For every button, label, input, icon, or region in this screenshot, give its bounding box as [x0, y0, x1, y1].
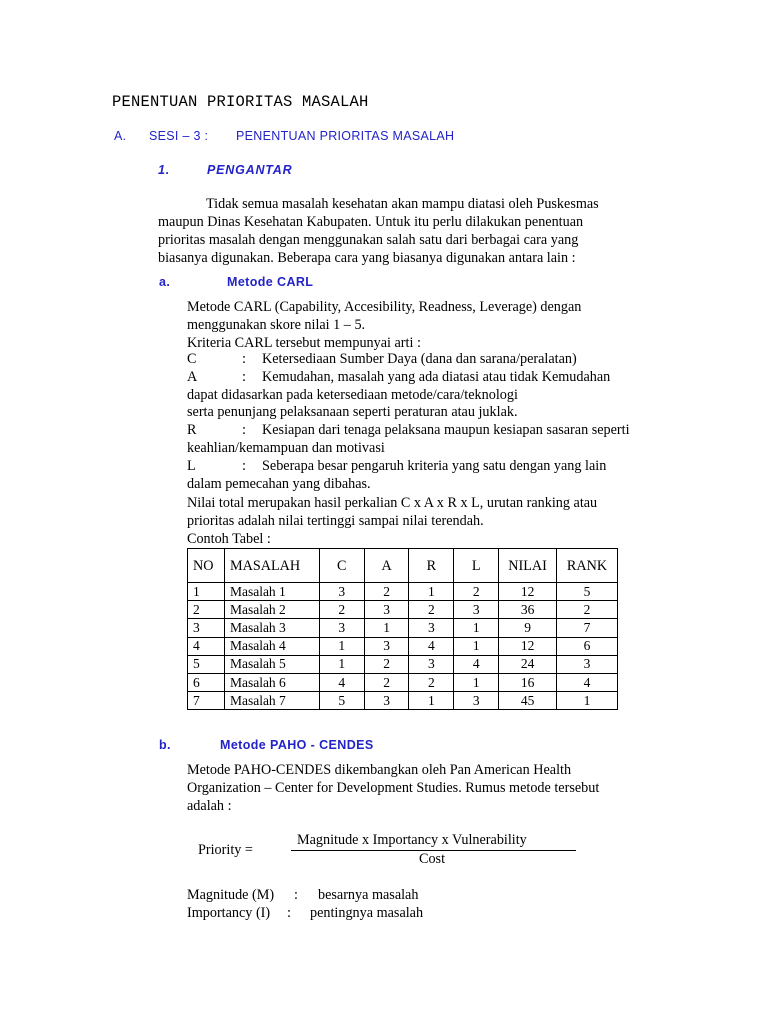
table-cell: 1 [454, 619, 499, 637]
table-header-row [188, 549, 618, 583]
criterion-key: A [187, 369, 198, 385]
section-label: SESI – 3 : [149, 129, 209, 143]
table-cell: 3 [364, 601, 409, 619]
column-header: A [364, 549, 409, 583]
table-row [188, 692, 618, 710]
formula-denominator: Cost [419, 851, 446, 867]
table-cell: 12 [499, 583, 557, 601]
table-cell: 2 [364, 655, 409, 673]
criterion-key: C [187, 351, 197, 367]
column-header: NILAI [499, 549, 557, 583]
criterion-desc: Seberapa besar pengaruh kriteria yang satu dengan yang lain [262, 458, 607, 474]
table-cell: 1 [319, 637, 364, 655]
table-cell: 3 [409, 619, 454, 637]
carl-intro [187, 298, 581, 352]
table-row [188, 655, 618, 673]
criterion-cont: dapat didasarkan pada ketersediaan metode/cara/teknologi [187, 387, 518, 403]
table-cell: 1 [454, 637, 499, 655]
intro-line: prioritas masalah dengan menggunakan salah satu dari berbagai cara yang [158, 232, 579, 248]
column-header: MASALAH [224, 549, 319, 583]
formula-lhs: Priority = [198, 842, 253, 858]
table-cell: 2 [454, 583, 499, 601]
carl-summary [187, 494, 597, 548]
section-name: PENENTUAN PRIORITAS MASALAH [236, 129, 455, 143]
table-cell: 3 [454, 692, 499, 710]
table-row [188, 619, 618, 637]
carl-summary-line: Contoh Tabel : [187, 531, 271, 547]
table-cell: 3 [409, 655, 454, 673]
carl-table [187, 548, 618, 710]
table-cell: Masalah 2 [224, 601, 319, 619]
table-cell: 6 [557, 637, 618, 655]
criterion-cont: serta penunjang pelaksanaan seperti peraturan atau juklak. [187, 404, 518, 420]
table-row [188, 601, 618, 619]
column-header: RANK [557, 549, 618, 583]
table-cell: Masalah 1 [224, 583, 319, 601]
table-cell: 3 [364, 637, 409, 655]
table-cell: 4 [454, 655, 499, 673]
column-header: R [409, 549, 454, 583]
paho-line: adalah : [187, 798, 232, 814]
table-cell: Masalah 5 [224, 655, 319, 673]
table-row [188, 673, 618, 691]
criterion-key: L [187, 458, 196, 474]
intro-line: biasanya digunakan. Beberapa cara yang biasanya digunakan antara lain : [158, 250, 576, 266]
table-cell: 5 [319, 692, 364, 710]
carl-heading: Metode CARL [227, 275, 314, 289]
def-sep: : [287, 905, 291, 921]
section-letter: A. [114, 129, 127, 143]
column-header: NO [188, 549, 225, 583]
criterion-c [187, 351, 657, 369]
table-cell: 4 [319, 673, 364, 691]
criterion-sep: : [242, 351, 246, 367]
table-cell: 1 [557, 692, 618, 710]
table-cell: 1 [409, 583, 454, 601]
table-cell: Masalah 6 [224, 673, 319, 691]
carl-line: Metode CARL (Capability, Accesibility, Readness, Leverage) dengan [187, 299, 582, 315]
table-cell: 16 [499, 673, 557, 691]
criterion-desc: Ketersediaan Sumber Daya (dana dan sarana/peralatan) [262, 351, 577, 367]
def-sep: : [294, 887, 298, 903]
table-cell: 1 [454, 673, 499, 691]
column-header: L [454, 549, 499, 583]
table-cell: 2 [409, 673, 454, 691]
table-cell: 5 [188, 655, 225, 673]
paho-letter: b. [159, 738, 171, 752]
table-row [188, 583, 618, 601]
table-cell: Masalah 4 [224, 637, 319, 655]
table-cell: 2 [409, 601, 454, 619]
paho-line: Organization – Center for Development Studies. Rumus metode tersebut [187, 780, 600, 796]
table-cell: Masalah 3 [224, 619, 319, 637]
intro-paragraph [158, 195, 599, 267]
table-cell: 6 [188, 673, 225, 691]
table-cell: 2 [364, 583, 409, 601]
table-cell: 45 [499, 692, 557, 710]
carl-line: menggunakan skore nilai 1 – 5. [187, 317, 366, 333]
criterion-sep: : [242, 458, 246, 474]
carl-summary-line: Nilai total merupakan hasil perkalian C x A x R x L, urutan ranking atau [187, 495, 598, 511]
criterion-r [187, 422, 657, 440]
criterion-cont: dalam pemecahan yang dibahas. [187, 476, 371, 492]
table-cell: 3 [454, 601, 499, 619]
table-cell: 3 [188, 619, 225, 637]
criterion-a [187, 369, 657, 387]
intro-line: maupun Dinas Kesehatan Kabupaten. Untuk itu perlu dilakukan penentuan [158, 214, 584, 230]
table-cell: 2 [188, 601, 225, 619]
table-cell: 1 [409, 692, 454, 710]
criterion-cont: keahlian/kemampuan dan motivasi [187, 440, 385, 456]
criterion-sep: : [242, 422, 246, 438]
criterion-l [187, 458, 657, 476]
table-cell: 4 [557, 673, 618, 691]
carl-letter: a. [159, 275, 171, 289]
table-cell: 3 [557, 655, 618, 673]
table-cell: 3 [319, 619, 364, 637]
def-term: Magnitude (M) [187, 887, 275, 903]
paho-intro [187, 761, 599, 815]
table-cell: Masalah 7 [224, 692, 319, 710]
table-cell: 7 [557, 619, 618, 637]
carl-summary-line: prioritas adalah nilai tertinggi sampai nilai terendah. [187, 513, 484, 529]
table-cell: 2 [557, 601, 618, 619]
table-cell: 1 [319, 655, 364, 673]
table-row [188, 637, 618, 655]
table-cell: 12 [499, 637, 557, 655]
intro-heading: PENGANTAR [207, 163, 293, 177]
criterion-sep: : [242, 369, 246, 385]
table-cell: 2 [319, 601, 364, 619]
table-cell: 4 [409, 637, 454, 655]
carl-line: Kriteria CARL tersebut mempunyai arti : [187, 335, 421, 351]
def-meaning: besarnya masalah [318, 887, 419, 903]
table-cell: 36 [499, 601, 557, 619]
def-term: Importancy (I) [187, 905, 271, 921]
table-cell: 3 [364, 692, 409, 710]
criterion-key: R [187, 422, 197, 438]
table-cell: 1 [364, 619, 409, 637]
def-meaning: pentingnya masalah [310, 905, 424, 921]
paho-line: Metode PAHO-CENDES dikembangkan oleh Pan American Health [187, 762, 572, 778]
intro-number: 1. [158, 163, 171, 177]
table-cell: 24 [499, 655, 557, 673]
carl-criteria [187, 351, 657, 494]
intro-line: Tidak semua masalah kesehatan akan mampu diatasi oleh Puskesmas [206, 196, 599, 212]
paho-heading: Metode PAHO - CENDES [220, 738, 374, 752]
column-header: C [319, 549, 364, 583]
formula-numerator: Magnitude x Importancy x Vulnerability [297, 832, 527, 848]
criterion-desc: Kesiapan dari tenaga pelaksana maupun kesiapan sasaran seperti [262, 422, 630, 438]
table-cell: 9 [499, 619, 557, 637]
criterion-desc: Kemudahan, masalah yang ada diatasi atau tidak Kemudahan [262, 369, 611, 385]
page-title: PENENTUAN PRIORITAS MASALAH [112, 93, 369, 111]
table-cell: 3 [319, 583, 364, 601]
table-cell: 2 [364, 673, 409, 691]
table-cell: 7 [188, 692, 225, 710]
table-cell: 1 [188, 583, 225, 601]
table-cell: 4 [188, 637, 225, 655]
table-cell: 5 [557, 583, 618, 601]
